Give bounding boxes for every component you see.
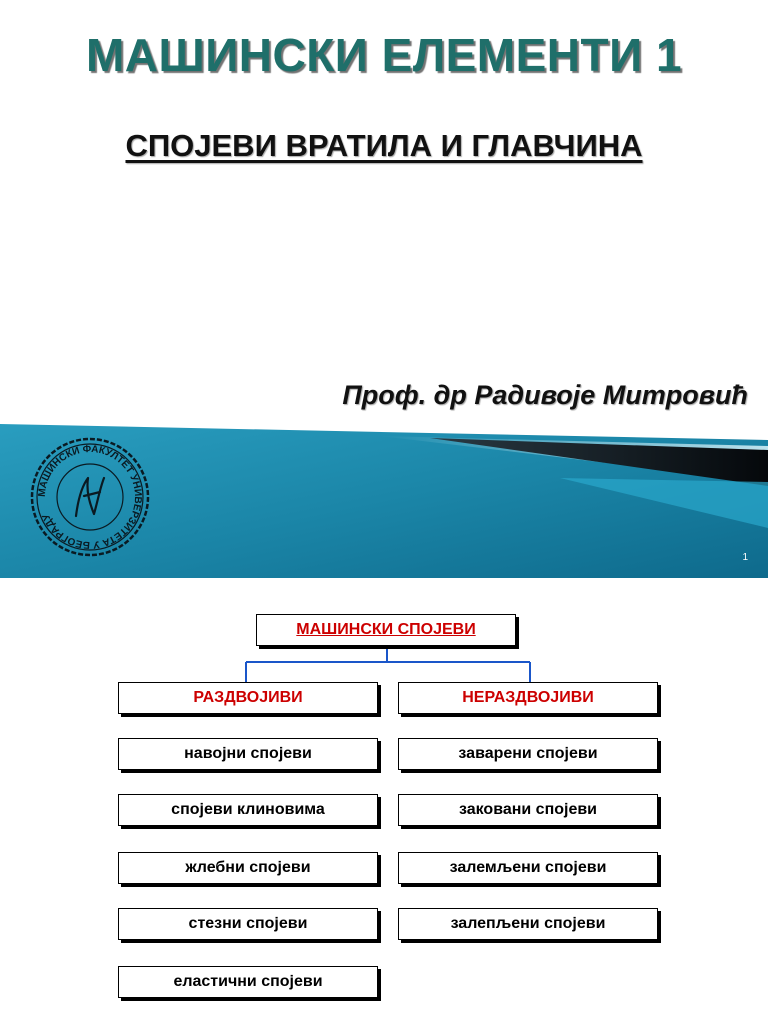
left-item: еластични спојеви (118, 966, 378, 998)
left-item: спојеви клиновима (118, 794, 378, 826)
joints-diagram-slide (0, 578, 768, 1024)
root-box-machine-joints: МАШИНСКИ СПОЈЕВИ (256, 614, 516, 646)
seal-lettering: МАШИНСКИ ФАКУЛТЕТ УНИВЕРЗИТЕТА У БЕОГРАДУ (36, 443, 144, 551)
slide-title: МАШИНСКИ ЕЛЕМЕНТИ 1 (85, 29, 683, 81)
svg-text:МАШИНСКИ ФАКУЛТЕТ УНИВЕРЗИТЕТА (37, 444, 143, 550)
left-item: жлебни спојеви (118, 852, 378, 884)
right-item: залемљени спојеви (398, 852, 658, 884)
slide-subtitle: СПОЈЕВИ ВРАТИЛА И ГЛАВЧИНА (125, 128, 643, 163)
page-number: 1 (742, 552, 748, 563)
right-item: залепљени спојеви (398, 908, 658, 940)
right-item: заковани спојеви (398, 794, 658, 826)
heading-non-separable: НЕРАЗДВОЈИВИ (398, 682, 658, 714)
author-name: Проф. др Радивоје Митровић (342, 380, 748, 410)
faculty-seal-logo (28, 434, 152, 560)
right-item: заварени спојеви (398, 738, 658, 770)
left-item: навојни спојеви (118, 738, 378, 770)
left-item: стезни спојеви (118, 908, 378, 940)
heading-separable: РАЗДВОЈИВИ (118, 682, 378, 714)
